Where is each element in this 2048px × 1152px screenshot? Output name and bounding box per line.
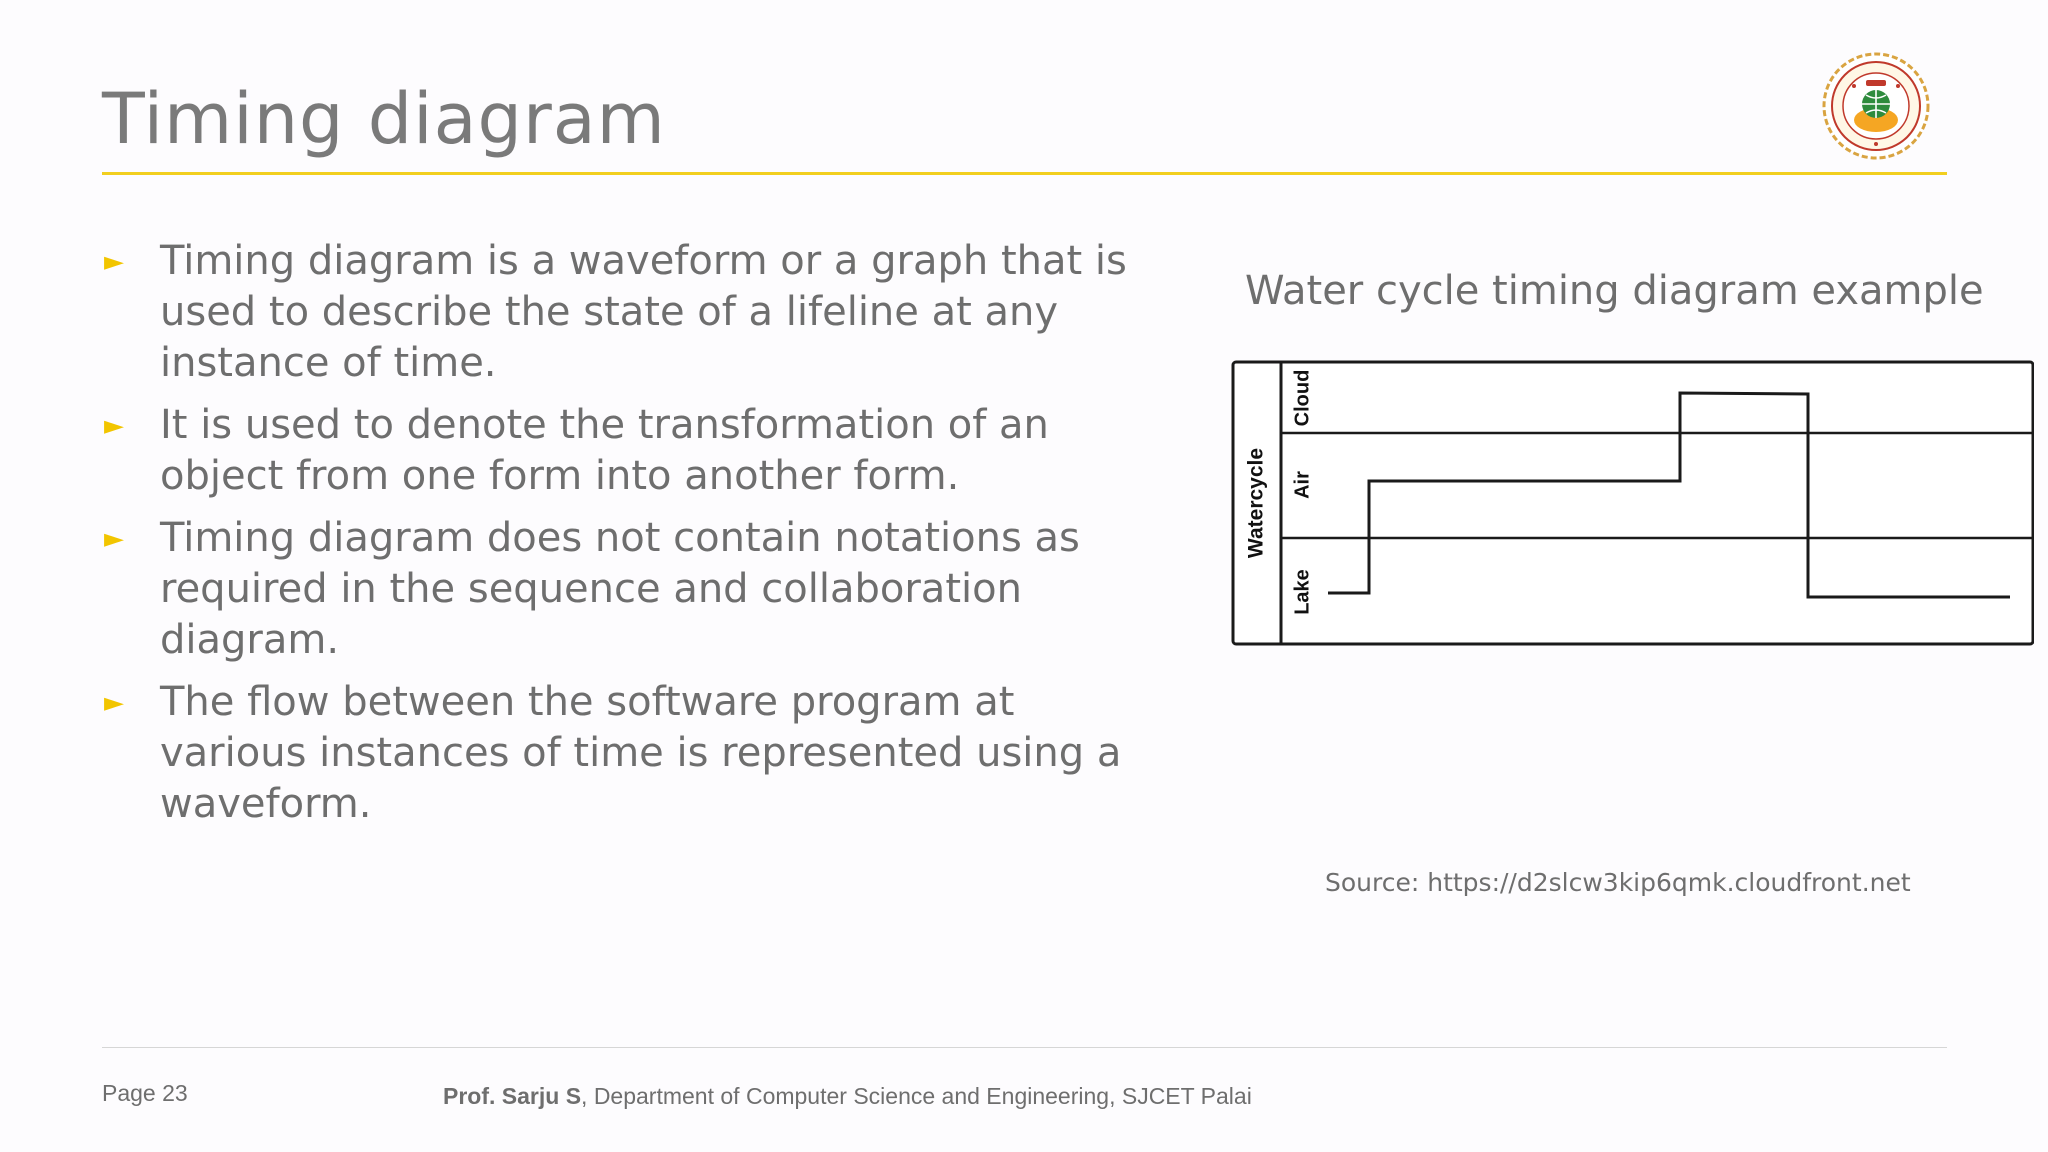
bullet-item — [102, 513, 1152, 666]
diagram-frame — [1233, 362, 2033, 644]
bullet-marker-icon: ► — [104, 411, 124, 441]
author-name: Prof. Sarju S — [443, 1083, 582, 1109]
bullet-text: The flow between the software program at various instances of time is represented using a waveform. — [160, 679, 1122, 827]
image-source: Source: https://d2slcw3kip6qmk.cloudfront.net — [1325, 868, 1911, 897]
title-underline — [102, 172, 1947, 175]
bullet-item — [102, 400, 1152, 502]
timing-diagram — [1228, 355, 2034, 651]
footer-credit — [443, 1083, 1252, 1110]
bullet-marker-icon: ► — [104, 688, 124, 718]
bullet-marker-icon: ► — [104, 247, 124, 277]
page-number: Page 23 — [102, 1080, 188, 1106]
department-text: , Department of Computer Science and Engineering, SJCET Palai — [581, 1083, 1252, 1109]
bullet-marker-icon: ► — [104, 524, 124, 554]
college-logo-icon — [1820, 50, 1932, 162]
state-label-lake: Lake — [1291, 569, 1314, 615]
lifeline-label: Watercycle — [1244, 447, 1268, 559]
bullet-text: It is used to denote the transformation of an object from one form into another form. — [160, 402, 1049, 499]
bullet-text: Timing diagram does not contain notations as required in the sequence and collaboration diagram. — [160, 515, 1080, 663]
slide-title: Timing diagram — [102, 78, 666, 160]
diagram-title: Water cycle timing diagram example — [1245, 268, 1984, 314]
footer-divider — [102, 1047, 1947, 1048]
state-label-cloud: Cloud — [1291, 369, 1314, 427]
bullet-list — [102, 236, 1152, 841]
bullet-item — [102, 236, 1152, 389]
state-label-air: Air — [1291, 471, 1314, 499]
bullet-item — [102, 677, 1152, 830]
bullet-text: Timing diagram is a waveform or a graph that is used to describe the state of a lifeline at any instance of time. — [160, 238, 1127, 386]
